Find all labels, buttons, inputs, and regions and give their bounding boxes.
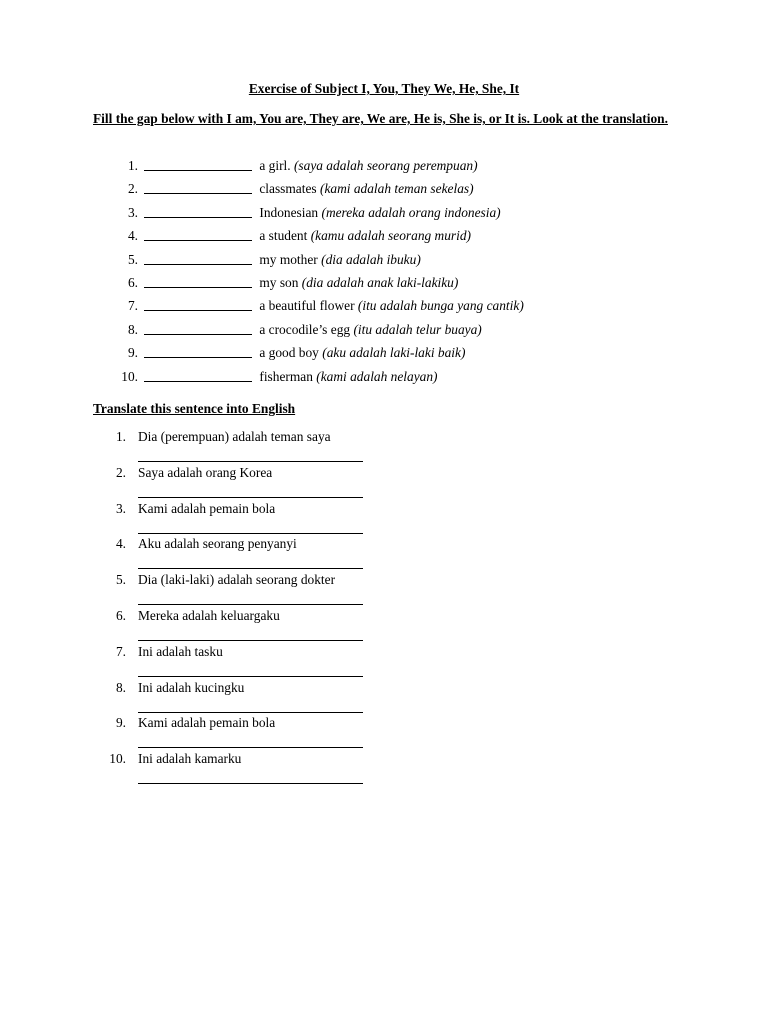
item-number: 3. — [115, 500, 126, 516]
page-title: Exercise of Subject I, You, They We, He, She, It — [248, 81, 520, 96]
item-text: a girl. — [259, 158, 291, 173]
item-text: Dia (perempuan) adalah teman saya — [138, 429, 331, 444]
item-text: Mereka adalah keluargaku — [138, 607, 280, 623]
item-number: 5. — [115, 572, 126, 588]
answer-line[interactable] — [138, 640, 363, 641]
instruction-text: Fill the gap below with I am, You are, They are, We are, He is, She is, or It is. Look at the translation. — [93, 111, 668, 126]
item-translation: (itu adalah bunga yang cantik) — [357, 298, 524, 314]
section-heading: Translate this sentence into English — [93, 401, 296, 416]
item-text: a crocodile’s egg — [259, 321, 351, 337]
item-text: fisherman — [259, 368, 313, 384]
item-translation: (dia adalah anak laki-lakiku) — [301, 274, 459, 290]
answer-line[interactable] — [138, 676, 363, 677]
item-translation: (kamu adalah seorang murid) — [310, 228, 472, 244]
answer-line[interactable] — [138, 533, 363, 534]
item-number: 10. — [121, 368, 138, 384]
list-item — [93, 680, 713, 716]
answer-blank[interactable] — [144, 343, 252, 358]
list-item — [93, 751, 713, 787]
item-number: 6. — [115, 607, 126, 623]
item-number: 3. — [127, 204, 138, 220]
list-item — [93, 572, 713, 608]
list-item — [93, 272, 713, 295]
answer-blank[interactable] — [144, 296, 252, 311]
answer-line[interactable] — [138, 747, 363, 748]
item-number: 9. — [127, 345, 138, 361]
translate-exercise-list — [93, 429, 713, 787]
item-translation: (dia adalah ibuku) — [321, 251, 421, 267]
item-text: Dia (laki-laki) adalah seorang dokter — [138, 572, 336, 588]
answer-line[interactable] — [138, 712, 363, 713]
answer-blank[interactable] — [144, 273, 252, 288]
list-item — [93, 249, 713, 272]
item-translation: (kami adalah teman sekelas) — [319, 181, 474, 197]
answer-blank[interactable] — [144, 226, 252, 241]
answer-line[interactable] — [138, 568, 363, 569]
item-translation: (saya adalah seorang perempuan) — [293, 158, 478, 173]
list-item — [93, 429, 713, 465]
item-number: 2. — [115, 464, 126, 480]
item-number: 8. — [115, 679, 126, 695]
item-text: Ini adalah kucingku — [138, 679, 245, 695]
list-item — [93, 608, 713, 644]
item-number: 7. — [115, 643, 126, 659]
item-text: Aku adalah seorang penyanyi — [138, 536, 297, 552]
answer-line[interactable] — [138, 783, 363, 784]
answer-blank[interactable] — [144, 320, 252, 335]
item-translation: (itu adalah telur buaya) — [353, 321, 482, 337]
item-translation: (mereka adalah orang indonesia) — [321, 204, 501, 220]
item-text: Kami adalah pemain bola — [138, 500, 276, 516]
item-text: Saya adalah orang Korea — [138, 464, 273, 480]
list-item — [93, 465, 713, 501]
list-item — [93, 178, 713, 201]
answer-blank[interactable] — [144, 203, 252, 218]
item-text: a good boy — [259, 345, 319, 361]
item-number: 6. — [127, 274, 138, 290]
list-item — [93, 155, 713, 178]
item-number: 9. — [115, 715, 126, 731]
item-text: classmates — [259, 181, 317, 197]
item-number: 7. — [127, 298, 138, 314]
answer-blank[interactable] — [144, 179, 252, 194]
list-item — [93, 319, 713, 342]
answer-line[interactable] — [138, 604, 363, 605]
item-number: 1. — [115, 429, 126, 444]
answer-line[interactable] — [138, 497, 363, 498]
item-text: a beautiful flower — [259, 298, 355, 314]
item-number: 2. — [127, 181, 138, 197]
gap-exercise-list — [93, 155, 713, 389]
answer-blank[interactable] — [144, 367, 252, 382]
answer-line[interactable] — [138, 461, 363, 462]
item-text: my mother — [259, 251, 318, 267]
answer-blank[interactable] — [144, 250, 252, 265]
item-number: 4. — [127, 228, 138, 244]
item-text: my son — [259, 274, 299, 290]
list-item — [93, 501, 713, 537]
list-item — [93, 295, 713, 318]
list-item — [93, 644, 713, 680]
item-number: 10. — [109, 751, 126, 767]
item-text: Ini adalah tasku — [138, 643, 223, 659]
item-text: Kami adalah pemain bola — [138, 715, 276, 731]
item-translation: (kami adalah nelayan) — [316, 368, 438, 384]
list-item — [93, 536, 713, 572]
item-translation: (aku adalah laki-laki baik) — [322, 345, 466, 361]
item-number: 8. — [127, 321, 138, 337]
list-item — [93, 715, 713, 751]
list-item — [93, 366, 713, 389]
item-number: 1. — [127, 158, 138, 173]
list-item — [93, 202, 713, 225]
answer-blank[interactable] — [144, 156, 252, 171]
item-text: a student — [259, 228, 308, 244]
item-number: 4. — [115, 536, 126, 552]
list-item — [93, 225, 713, 248]
item-text: Ini adalah kamarku — [138, 751, 242, 767]
item-text: Indonesian — [259, 204, 319, 220]
item-number: 5. — [127, 251, 138, 267]
list-item — [93, 342, 713, 365]
